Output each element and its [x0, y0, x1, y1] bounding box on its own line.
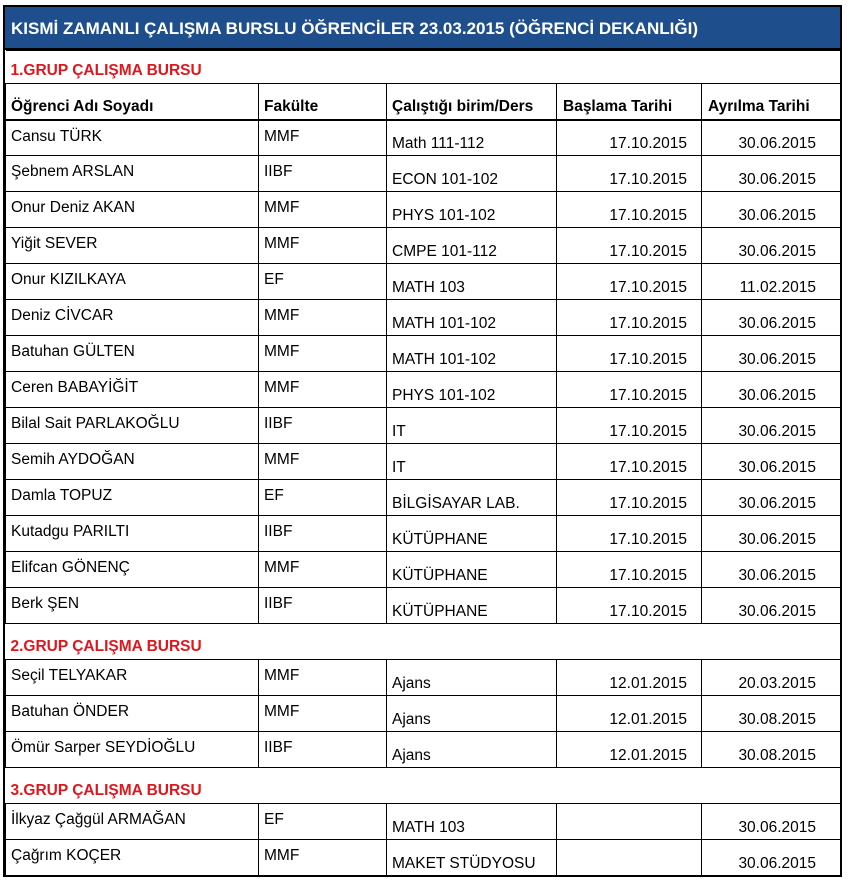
cell-faculty[interactable]: IIBF — [259, 156, 387, 192]
cell-start-date[interactable]: 17.10.2015 — [557, 300, 702, 336]
cell-start-date[interactable]: 17.10.2015 — [557, 156, 702, 192]
cell-unit[interactable]: ECON 101-102 — [387, 156, 557, 192]
cell-student-name[interactable]: İlkyaz Çağgül ARMAĞAN — [6, 804, 259, 840]
cell-start-date[interactable]: 17.10.2015 — [557, 192, 702, 228]
cell-unit[interactable]: PHYS 101-102 — [387, 192, 557, 228]
cell-student-name[interactable]: Yiğit SEVER — [6, 228, 259, 264]
cell-faculty[interactable]: MMF — [259, 120, 387, 156]
cell-faculty[interactable]: EF — [259, 480, 387, 516]
header-end-date: Ayrılma Tarihi — [702, 84, 841, 120]
group-row — [6, 51, 841, 84]
cell-faculty[interactable]: MMF — [259, 660, 387, 696]
cell-student-name[interactable]: Batuhan GÜLTEN — [6, 336, 259, 372]
cell-student-name[interactable]: Onur Deniz AKAN — [6, 192, 259, 228]
cell-student-name[interactable]: Semih AYDOĞAN — [6, 444, 259, 480]
cell-end-date[interactable]: 30.06.2015 — [702, 228, 841, 264]
cell-start-date[interactable]: 12.01.2015 — [557, 660, 702, 696]
cell-faculty[interactable]: IIBF — [259, 516, 387, 552]
cell-unit[interactable]: Ajans — [387, 660, 557, 696]
cell-end-date[interactable]: 30.06.2015 — [702, 444, 841, 480]
cell-faculty[interactable]: MMF — [259, 696, 387, 732]
cell-faculty[interactable]: MMF — [259, 192, 387, 228]
cell-unit[interactable]: MATH 101-102 — [387, 336, 557, 372]
table-row — [6, 696, 841, 732]
table-row — [6, 192, 841, 228]
cell-faculty[interactable]: EF — [259, 804, 387, 840]
cell-faculty[interactable]: EF — [259, 264, 387, 300]
cell-start-date[interactable]: 17.10.2015 — [557, 588, 702, 624]
cell-end-date[interactable]: 20.03.2015 — [702, 660, 841, 696]
cell-start-date[interactable]: 17.10.2015 — [557, 120, 702, 156]
cell-end-date[interactable]: 30.06.2015 — [702, 480, 841, 516]
cell-faculty[interactable]: IIBF — [259, 732, 387, 768]
cell-unit[interactable]: MATH 103 — [387, 264, 557, 300]
cell-end-date[interactable]: 30.06.2015 — [702, 804, 841, 840]
cell-end-date[interactable]: 30.08.2015 — [702, 696, 841, 732]
cell-unit[interactable]: KÜTÜPHANE — [387, 552, 557, 588]
cell-faculty[interactable]: MMF — [259, 552, 387, 588]
cell-end-date[interactable]: 30.06.2015 — [702, 192, 841, 228]
cell-unit[interactable]: Ajans — [387, 732, 557, 768]
cell-end-date[interactable]: 30.06.2015 — [702, 516, 841, 552]
cell-start-date[interactable]: 17.10.2015 — [557, 444, 702, 480]
table-row — [6, 804, 841, 840]
cell-student-name[interactable]: Elifcan GÖNENÇ — [6, 552, 259, 588]
table-row — [6, 660, 841, 696]
students-table — [5, 50, 841, 876]
cell-faculty[interactable]: IIBF — [259, 408, 387, 444]
cell-start-date[interactable]: 12.01.2015 — [557, 732, 702, 768]
cell-student-name[interactable]: Seçil TELYAKAR — [6, 660, 259, 696]
table-body — [6, 51, 841, 876]
cell-start-date[interactable]: 17.10.2015 — [557, 228, 702, 264]
sheet-title: KISMİ ZAMANLI ÇALIŞMA BURSLU ÖĞRENCİLER 23.03.2015 (ÖĞRENCİ DEKANLIĞI) — [5, 7, 840, 50]
cell-start-date[interactable]: 17.10.2015 — [557, 336, 702, 372]
table-row — [6, 264, 841, 300]
cell-student-name[interactable]: Batuhan ÖNDER — [6, 696, 259, 732]
table-row — [6, 444, 841, 480]
cell-faculty[interactable]: MMF — [259, 372, 387, 408]
cell-student-name[interactable]: Bilal Sait PARLAKOĞLU — [6, 408, 259, 444]
cell-unit[interactable]: MATH 101-102 — [387, 300, 557, 336]
cell-unit[interactable]: PHYS 101-102 — [387, 372, 557, 408]
header-start-date: Başlama Tarihi — [557, 84, 702, 120]
cell-student-name[interactable]: Cansu TÜRK — [6, 120, 259, 156]
group-title: 1.GRUP ÇALIŞMA BURSU — [6, 51, 841, 84]
table-row — [6, 840, 841, 876]
cell-start-date[interactable]: 17.10.2015 — [557, 480, 702, 516]
cell-student-name[interactable]: Onur KIZILKAYA — [6, 264, 259, 300]
cell-unit[interactable]: IT — [387, 408, 557, 444]
group-title: 3.GRUP ÇALIŞMA BURSU — [6, 768, 841, 804]
cell-faculty[interactable]: MMF — [259, 228, 387, 264]
cell-faculty[interactable]: MMF — [259, 840, 387, 876]
cell-unit[interactable]: BİLGİSAYAR LAB. — [387, 480, 557, 516]
table-row — [6, 336, 841, 372]
cell-student-name[interactable]: Şebnem ARSLAN — [6, 156, 259, 192]
cell-unit[interactable]: CMPE 101-112 — [387, 228, 557, 264]
cell-unit[interactable]: MATH 103 — [387, 804, 557, 840]
table-row — [6, 120, 841, 156]
table-row — [6, 732, 841, 768]
cell-start-date[interactable] — [557, 804, 702, 840]
spreadsheet — [3, 5, 842, 877]
cell-end-date[interactable]: 30.06.2015 — [702, 372, 841, 408]
table-row — [6, 300, 841, 336]
header-row — [6, 84, 841, 120]
cell-faculty[interactable]: IIBF — [259, 588, 387, 624]
table-row — [6, 552, 841, 588]
table-row — [6, 228, 841, 264]
header-unit: Çalıştığı birim/Ders — [387, 84, 557, 120]
cell-start-date[interactable]: 17.10.2015 — [557, 552, 702, 588]
group-row — [6, 624, 841, 660]
cell-end-date[interactable]: 30.08.2015 — [702, 732, 841, 768]
cell-end-date[interactable]: 11.02.2015 — [702, 264, 841, 300]
cell-faculty[interactable]: MMF — [259, 300, 387, 336]
table-row — [6, 516, 841, 552]
cell-unit[interactable]: KÜTÜPHANE — [387, 516, 557, 552]
cell-start-date[interactable]: 17.10.2015 — [557, 264, 702, 300]
cell-start-date[interactable]: 12.01.2015 — [557, 696, 702, 732]
cell-student-name[interactable]: Ceren BABAYİĞİT — [6, 372, 259, 408]
cell-end-date[interactable]: 30.06.2015 — [702, 588, 841, 624]
cell-unit[interactable]: Math 111-112 — [387, 120, 557, 156]
cell-start-date[interactable]: 17.10.2015 — [557, 372, 702, 408]
cell-faculty[interactable]: MMF — [259, 444, 387, 480]
table-row — [6, 480, 841, 516]
table-row — [6, 156, 841, 192]
cell-unit[interactable]: IT — [387, 444, 557, 480]
cell-end-date[interactable]: 30.06.2015 — [702, 300, 841, 336]
header-name: Öğrenci Adı Soyadı — [6, 84, 259, 120]
group-row — [6, 768, 841, 804]
cell-end-date[interactable]: 30.06.2015 — [702, 336, 841, 372]
cell-start-date[interactable]: 17.10.2015 — [557, 516, 702, 552]
cell-end-date[interactable]: 30.06.2015 — [702, 156, 841, 192]
cell-student-name[interactable]: Berk ŞEN — [6, 588, 259, 624]
cell-start-date[interactable] — [557, 840, 702, 876]
cell-student-name[interactable]: Deniz CİVCAR — [6, 300, 259, 336]
cell-end-date[interactable]: 30.06.2015 — [702, 840, 841, 876]
cell-student-name[interactable]: Çağrım KOÇER — [6, 840, 259, 876]
table-row — [6, 408, 841, 444]
cell-faculty[interactable]: MMF — [259, 336, 387, 372]
cell-unit[interactable]: Ajans — [387, 696, 557, 732]
cell-student-name[interactable]: Damla TOPUZ — [6, 480, 259, 516]
header-faculty: Fakülte — [259, 84, 387, 120]
group-title: 2.GRUP ÇALIŞMA BURSU — [6, 624, 841, 660]
cell-end-date[interactable]: 30.06.2015 — [702, 120, 841, 156]
cell-unit[interactable]: KÜTÜPHANE — [387, 588, 557, 624]
table-row — [6, 588, 841, 624]
cell-end-date[interactable]: 30.06.2015 — [702, 552, 841, 588]
cell-unit[interactable]: MAKET STÜDYOSU — [387, 840, 557, 876]
cell-student-name[interactable]: Kutadgu PARILTI — [6, 516, 259, 552]
table-row — [6, 372, 841, 408]
cell-student-name[interactable]: Ömür Sarper SEYDİOĞLU — [6, 732, 259, 768]
cell-end-date[interactable]: 30.06.2015 — [702, 408, 841, 444]
cell-start-date[interactable]: 17.10.2015 — [557, 408, 702, 444]
